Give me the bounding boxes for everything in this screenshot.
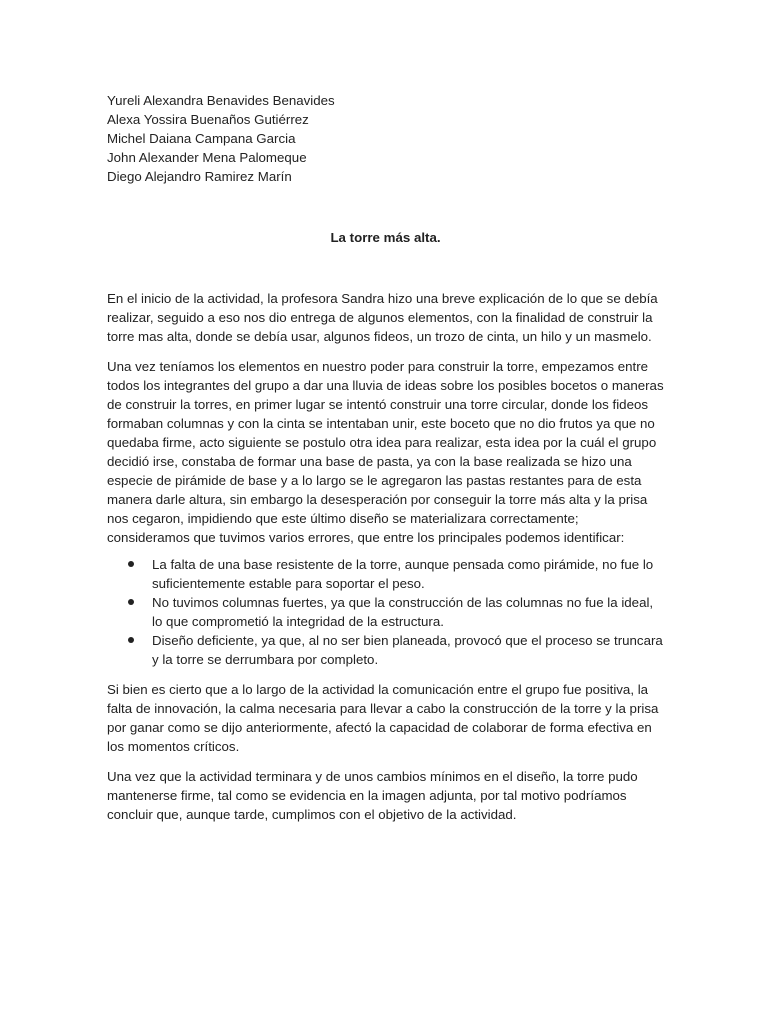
bullet-icon [128,599,134,605]
list-item [107,593,664,631]
author-name: Yureli Alexandra Benavides Benavides [107,93,335,108]
list-item [107,631,664,669]
error-text: La falta de una base resistente de la torre, aunque pensada como pirámide, no fue lo suficientemente estable para soportar el peso. [152,557,654,591]
author-name: John Alexander Mena Palomeque [107,150,307,165]
document-title: La torre más alta. [330,230,441,245]
author-list [107,91,664,186]
author-name: Alexa Yossira Buenaños Gutiérrez [107,112,309,127]
list-item [107,555,664,593]
error-text: Diseño deficiente, ya que, al no ser bien planeada, provocó que el proceso se truncara y la torre se derrumbara por completo. [152,633,663,667]
errors-list [107,555,664,669]
conclusion-paragraph: Una vez que la actividad terminara y de unos cambios mínimos en el diseño, la torre pudo mantenerse firme, tal como se evidencia en la imagen adjunta, por tal motivo podríamos concluir que, aunque tarde, cumplimos con el objetivo de la actividad. [107,769,638,822]
author-name: Michel Daiana Campana Garcia [107,131,296,146]
bullet-icon [128,561,134,567]
communication-paragraph: Si bien es cierto que a lo largo de la actividad la comunicación entre el grupo fue positiva, la falta de innovación, la calma necesaria para llevar a cabo la construcción de la torre y la prisa por ganar como se dijo anteriormente, afectó la capacidad de colaborar de forma efectiva en los momentos críticos. [107,682,659,754]
error-text: No tuvimos columnas fuertes, ya que la construcción de las columnas no fue la ideal, lo que comprometió la integridad de la estructura. [152,595,654,629]
intro-paragraph: En el inicio de la actividad, la profesora Sandra hizo una breve explicación de lo que se debía realizar, seguido a eso nos dio entrega de algunos elementos, con la finalidad de construir la torre mas alta, donde se debía usar, algunos fideos, un trozo de cinta, un hilo y un masmelo. [107,291,658,344]
bullet-icon [128,637,134,643]
author-name: Diego Alejandro Ramirez Marín [107,169,292,184]
process-paragraph: Una vez teníamos los elementos en nuestro poder para construir la torre, empezamos entre todos los integrantes del grupo a dar una lluvia de ideas sobre los posibles bocetos o maneras de construir la torres, en primer lugar se intentó construir una torre circular, donde los fideos formaban columnas y con la cinta se intentaban unir, este boceto que no dio frutos ya que no quedaba firme, acto siguiente se postulo otra idea para realizar, esta idea por la cuál el grupo decidió irse, constaba de formar una base de pasta, ya con la base realizada se hizo una especie de pirámide de base y a lo largo se le agregaron las pastas restantes para de esta manera darle altura, sin embargo la desesperación por conseguir la torre más alta y la prisa nos cegaron, impidiendo que este último diseño se materializara correctamente; consideramos que tuvimos varios errores, que entre los principales podemos identificar: [107,359,664,545]
